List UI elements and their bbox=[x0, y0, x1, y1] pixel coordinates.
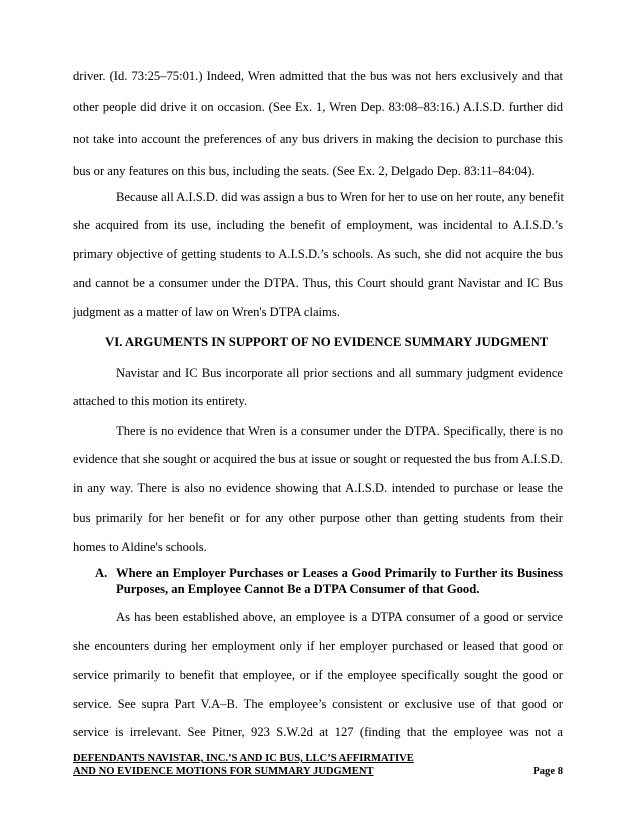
body-line: service primarily to benefit that employee, or if the employee specifically sought the good or bbox=[73, 668, 563, 682]
body-line: driver. (Id. 73:25–75:01.) Indeed, Wren admitted that the bus was not hers exclusively and that bbox=[73, 69, 563, 83]
body-line: Navistar and IC Bus incorporate all prior sections and all summary judgment evidence bbox=[116, 366, 563, 380]
body-line: Because all A.I.S.D. did was assign a bus to Wren for her to use on her route, any benefit bbox=[116, 190, 564, 204]
footer-line: DEFENDANTS NAVISTAR, INC.’S AND IC BUS, LLC’S AFFIRMATIVE bbox=[73, 753, 414, 764]
body-line: other people did drive it on occasion. (See Ex. 1, Wren Dep. 83:08–83:16.) A.I.S.D. further did bbox=[73, 100, 563, 114]
body-line: and cannot be a consumer under the DTPA. Thus, this Court should grant Navistar and IC Bus bbox=[73, 276, 563, 290]
body-line: homes to Aldine's schools. bbox=[73, 540, 207, 554]
page-number: Page 8 bbox=[533, 766, 563, 777]
body-line: service is irrelevant. See Pitner, 923 S.W.2d at 127 (finding that the employee was not a bbox=[73, 725, 563, 739]
subsection-title-line: Where an Employer Purchases or Leases a Good Primarily to Further its Business bbox=[116, 566, 563, 580]
body-line: attached to this motion its entirety. bbox=[73, 394, 248, 408]
body-line: not take into account the preferences of any bus drivers in making the decision to purchase this bbox=[73, 132, 563, 146]
footer-caption bbox=[73, 752, 563, 778]
body-line: There is no evidence that Wren is a consumer under the DTPA. Specifically, there is no bbox=[116, 424, 563, 438]
body-line: evidence that she sought or acquired the bus at issue or sought or requested the bus from A.I.S.D. bbox=[73, 452, 563, 466]
body-line: As has been established above, an employee is a DTPA consumer of a good or service bbox=[116, 610, 563, 624]
body-line: judgment as a matter of law on Wren's DTPA claims. bbox=[73, 305, 340, 319]
subsection-title-line: Purposes, an Employee Cannot Be a DTPA Consumer of that Good. bbox=[116, 582, 480, 596]
footer-line: AND NO EVIDENCE MOTIONS FOR SUMMARY JUDGMENT bbox=[73, 766, 374, 777]
body-line: she encounters during her employment only if her employer purchased or leased that good or bbox=[73, 639, 563, 653]
body-line: bus or any features on this bus, including the seats. (See Ex. 2, Delgado Dep. 83:11–84:04). bbox=[73, 164, 535, 178]
body-line: in any way. There is also no evidence showing that A.I.S.D. intended to purchase or lease the bbox=[73, 481, 563, 495]
body-line: she acquired from its use, including the benefit of employment, was incidental to A.I.S.D.’s bbox=[73, 218, 563, 232]
body-line: service. See supra Part V.A–B. The employee’s consistent or exclusive use of that good or bbox=[73, 697, 563, 711]
section-heading: VI. ARGUMENTS IN SUPPORT OF NO EVIDENCE SUMMARY JUDGMENT bbox=[105, 335, 549, 349]
subsection-label: A. bbox=[95, 566, 108, 580]
body-line: bus primarily for her benefit or for any other purpose other than getting students from their bbox=[73, 511, 563, 525]
body-line: primary objective of getting students to A.I.S.D.’s schools. As such, she did not acquire the bus bbox=[73, 247, 563, 261]
